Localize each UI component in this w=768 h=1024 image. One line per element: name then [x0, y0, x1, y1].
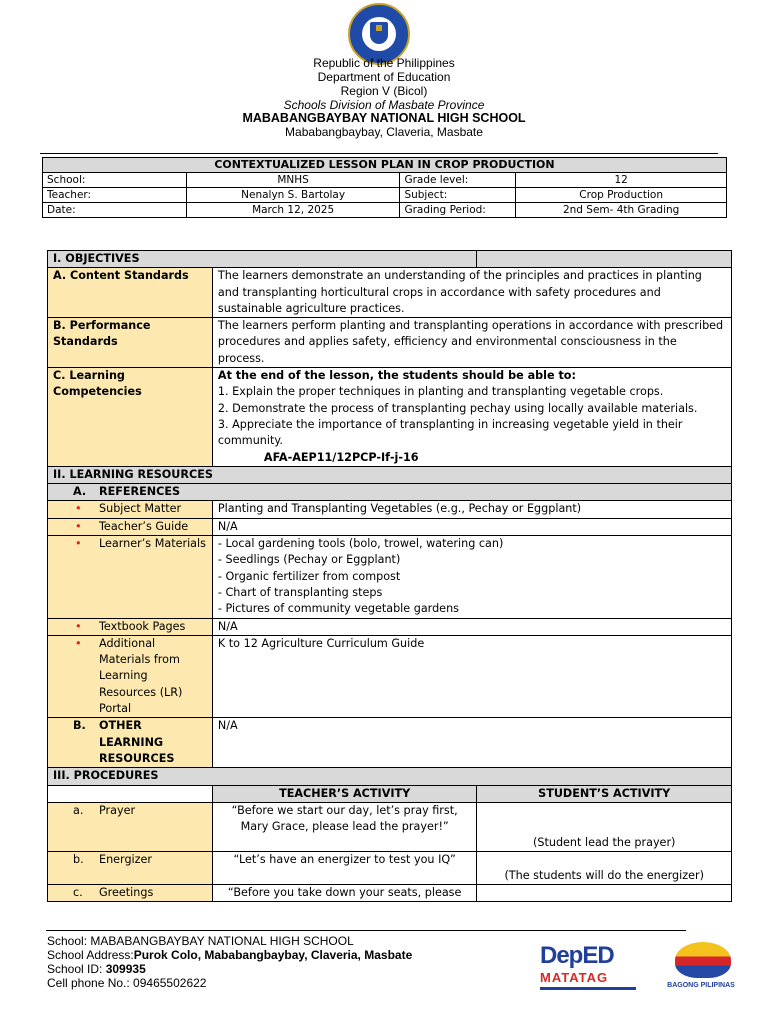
teachers-guide-value: N/A [212, 518, 731, 535]
references-num: A. [73, 485, 87, 499]
lesson-plan-table [47, 250, 732, 902]
bullet-icon: • [75, 519, 82, 533]
learning-competencies-cell [212, 368, 731, 467]
list-item: - Pictures of community vegetable gardens [217, 602, 459, 616]
student-activity-header: STUDENT’S ACTIVITY [477, 785, 732, 802]
school-label: School: [43, 173, 187, 188]
learning-resources-heading: II. LEARNING RESOURCES [48, 466, 732, 483]
subject-label: Subject: [400, 188, 516, 203]
additional-materials-label-cell [48, 635, 213, 717]
other-resources-value: N/A [212, 718, 731, 768]
footer-address [47, 948, 412, 963]
competency-1: 1. Explain the proper techniques in planting and transplanting vegetable crops. [217, 385, 664, 399]
competency-3: 3. Appreciate the importance of transplanting in increasing vegetable yield in their community. [217, 417, 683, 448]
energizer-teacher: “Let’s have an energizer to test you IQ” [212, 851, 477, 884]
prayer-label: Prayer [99, 803, 136, 817]
list-item: - Chart of transplanting steps [217, 585, 383, 599]
additional-materials-value: K to 12 Agriculture Curriculum Guide [212, 635, 731, 717]
footer-school: School: MABABANGBAYBAY NATIONAL HIGH SCHOOL [47, 934, 354, 948]
subject-matter-label: Subject Matter [99, 502, 182, 516]
teacher-label: Teacher: [43, 188, 187, 203]
subject-matter-value: Planting and Transplanting Vegetables (e.g., Pechay or Eggplant) [212, 501, 731, 518]
competency-2: 2. Demonstrate the process of transplanting pechay using locally available materials. [217, 401, 698, 415]
footer-school-id [47, 962, 146, 977]
footer-id-value: 309935 [105, 962, 146, 976]
deped-matatag-logo [538, 942, 638, 992]
footer-id-prefix: School ID: [47, 962, 106, 976]
bullet-icon: • [75, 537, 82, 551]
header-department: Department of Education [317, 70, 451, 84]
greetings-teacher: “Before you take down your seats, please [212, 884, 477, 901]
prayer-teacher: “Before we start our day, let’s pray first, Mary Grace, please lead the prayer!” [212, 802, 477, 851]
footer-phone: Cell phone No.: 09465502622 [47, 976, 207, 990]
header-division: Schools Division of Masbate Province [283, 98, 485, 112]
header-divider [40, 153, 718, 154]
matatag-logo-text: MATATAG [540, 970, 609, 985]
prayer-label-cell [48, 802, 213, 851]
learners-materials-label: Learner’s Materials [99, 537, 206, 551]
header-republic: Republic of the Philippines [313, 56, 455, 70]
subject-matter-label-cell [48, 501, 213, 518]
bullet-icon: • [75, 636, 82, 650]
references-heading [48, 484, 732, 501]
school-value: MNHS [186, 173, 400, 188]
content-standards-text: The learners demonstrate an understanding of the principles and practices in planting and transplanting horticultural crops in accordance with safety procedures and sustainable agriculture practices. [212, 268, 731, 318]
footer-address-prefix: School Address: [47, 948, 134, 962]
learning-competencies-label: C. Learning Competencies [48, 368, 213, 467]
date-value: March 12, 2025 [186, 203, 400, 218]
competencies-intro: At the end of the lesson, the students should be able to: [217, 369, 576, 383]
teacher-activity-header: TEACHER’S ACTIVITY [212, 785, 477, 802]
greetings-student [477, 884, 732, 901]
energizer-num: b. [73, 852, 84, 866]
energizer-label-cell [48, 851, 213, 884]
header-school: MABABANGBAYBAY NATIONAL HIGH SCHOOL [242, 111, 526, 125]
references-label: REFERENCES [99, 485, 181, 499]
bagong-pilipinas-text: BAGONG PILIPINAS [667, 982, 735, 989]
period-value: 2nd Sem- 4th Grading [516, 203, 727, 218]
prayer-num: a. [73, 803, 84, 817]
textbook-label-cell [48, 618, 213, 635]
deped-logo-text: DepED [540, 942, 614, 969]
content-standards-label: A. Content Standards [48, 268, 213, 318]
competency-code: AFA-AEP11/12PCP-If-j-16 [263, 450, 419, 464]
teachers-guide-label: Teacher’s Guide [99, 519, 189, 533]
learners-materials-list [212, 536, 731, 618]
header-region: Region V (Bicol) [340, 84, 428, 98]
textbook-label: Textbook Pages [99, 619, 186, 633]
list-item: - Local gardening tools (bolo, trowel, watering can) [217, 537, 504, 551]
grade-label: Grade level: [400, 173, 516, 188]
period-label: Grading Period: [400, 203, 516, 218]
list-item: - Seedlings (Pechay or Eggplant) [217, 553, 401, 567]
list-item: - Organic fertilizer from compost [217, 569, 401, 583]
textbook-value: N/A [212, 618, 731, 635]
greetings-num: c. [73, 885, 83, 899]
subject-value: Crop Production [516, 188, 727, 203]
objectives-heading: I. OBJECTIVES [48, 251, 477, 268]
other-resources-label-cell [48, 718, 213, 768]
footer-address-value: Purok Colo, Mababangbaybay, Claveria, Masbate [133, 948, 413, 962]
greetings-label-cell [48, 884, 213, 901]
header-address: Mababangbaybay, Claveria, Masbate [285, 125, 483, 139]
bagong-pilipinas-logo [655, 940, 747, 992]
grade-value: 12 [516, 173, 727, 188]
prayer-student: (Student lead the prayer) [477, 802, 732, 851]
energizer-label: Energizer [99, 852, 153, 866]
performance-standards-label: B. Performance Standards [48, 318, 213, 368]
bullet-icon: • [75, 502, 82, 516]
other-resources-num: B. [73, 719, 86, 733]
energizer-student: (The students will do the energizer) [477, 851, 732, 884]
footer-divider [46, 930, 686, 931]
procedures-heading: III. PROCEDURES [48, 768, 732, 785]
learners-materials-label-cell [48, 536, 213, 618]
teachers-guide-label-cell [48, 518, 213, 535]
info-table [42, 157, 727, 218]
date-label: Date: [43, 203, 187, 218]
greetings-label: Greetings [99, 885, 154, 899]
performance-standards-text: The learners perform planting and transplanting operations in accordance with prescribed procedures and applies safety, efficiency and environmental consciousness in the process. [212, 318, 731, 368]
lesson-plan-title: CONTEXTUALIZED LESSON PLAN IN CROP PRODUCTION [43, 158, 727, 173]
bullet-icon: • [75, 619, 82, 633]
teacher-value: Nenalyn S. Bartolay [186, 188, 400, 203]
other-resources-label: OTHER LEARNING RESOURCES [99, 719, 175, 765]
additional-materials-label: Additional Materials from Learning Resources (LR) Portal [99, 636, 183, 716]
